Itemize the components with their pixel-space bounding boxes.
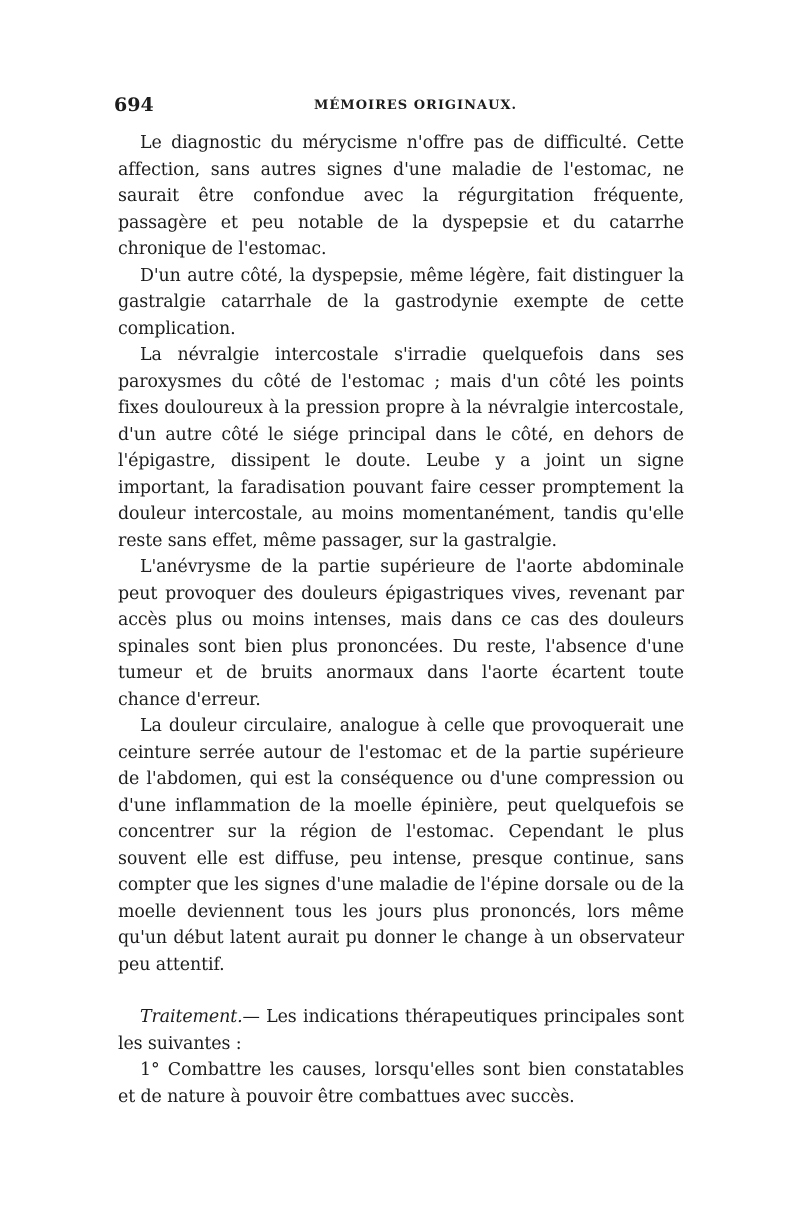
page-body [118,130,684,1110]
paragraph-nevralgie: La névralgie intercostale s'irradie quelquefois dans ses paroxysmes du côté de l'estomac ; mais d'un côté les points fixes douloureux à la pression propre à la névralgie intercostale, d'un autre côté le siége principal dans le côté, en dehors de l'épigastre, dissipent le doute. Leube y a joint un signe important, la faradisation pouvant faire cesser promptement la douleur intercostale, au moins momentanément, tandis qu'elle reste sans effet, même passager, sur la gastralgie. [118,345,684,551]
running-head: MÉMOIRES ORIGINAUX. [314,98,518,113]
treatment-heading: Traitement. [140,1007,243,1027]
page-number: 694 [114,94,154,116]
paragraph-anevrysme: L'anévrysme de la partie supérieure de l'aorte abdominale peut provoquer des douleurs épigastriques vives, revenant par accès plus ou moins intenses, mais dans ce cas des douleurs spinales sont bien plus prononcées. Du reste, l'absence d'une tumeur et de bruits anormaux dans l'aorte écartent toute chance d'erreur. [118,557,684,710]
page-header [114,94,694,124]
paragraph-traitement [118,1004,684,1057]
treatment-item-1: 1° Combattre les causes, lorsqu'elles sont bien constatables et de nature à pouvoir être combattues avec succès. [118,1060,684,1107]
paragraph-merycisme: Le diagnostic du mérycisme n'offre pas de difficulté. Cette affection, sans autres signes d'une maladie de l'estomac, ne saurait être confondue avec la régurgitation fréquente, passagère et peu notable de la dyspepsie et du catarrhe chronique de l'estomac. [118,133,684,259]
paragraph-douleur-circulaire: La douleur circulaire, analogue à celle que provoquerait une ceinture serrée autour de l'estomac et de la partie supérieure de l'abdomen, qui est la conséquence ou d'une compression ou d'une inflammation de la moelle épinière, peut quelquefois se concentrer sur la région de l'estomac. Cependant le plus souvent elle est diffuse, peu intense, presque continue, sans compter que les signes d'une maladie de l'épine dorsale ou de la moelle deviennent tous les jours plus prononcés, lors même qu'un début latent aurait pu donner le change à un observateur peu attentif. [118,716,684,975]
treatment-intro: — Les indications thérapeutiques principales sont les suivantes : [118,1007,684,1054]
paragraph-dyspepsie: D'un autre côté, la dyspepsie, même légère, fait distinguer la gastralgie catarrhale de la gastrodynie exempte de cette complication. [118,265,684,339]
